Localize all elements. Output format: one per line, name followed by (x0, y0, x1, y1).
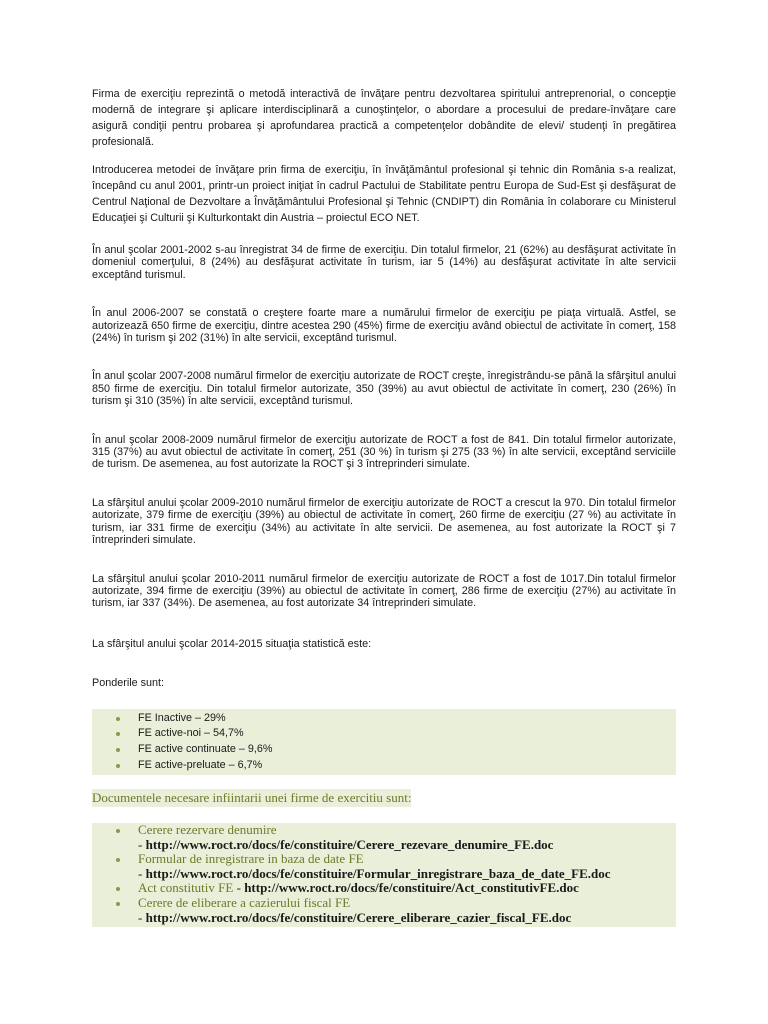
paragraph-2006-2007: În anul 2006-2007 se constată o creştere foarte mare a numărului firmelor de exerciţiu pe piaţa virtuală. Astfel, se autorizează 650 firme de exerciţiu, dintre acestea 290 (45%) firme de exerciţiu având obiectul de activitate în comerţ, 158 (24%) în turism şi 202 (31%) în alte servicii, exceptând turismul. (92, 307, 676, 345)
paragraph-intro: Firma de exerciţiu reprezintă o metodă interactivă de învăţare pentru dezvoltarea spiritului antreprenorial, o concepţie modernă de integrare şi aplicare interdisciplinară a cunoştinţelor, o abordare a procesului de predare-învăţare care asigură condiţii pentru probarea şi aprofundarea practică a competenţelor dobândite de elevi/ studenţi în pregătirea profesională. (92, 88, 676, 148)
list-item (116, 881, 676, 896)
list-item: FE Inactive – 29% (116, 711, 676, 727)
paragraph-history: Introducerea metodei de învăţare prin firma de exerciţiu, în învăţământul profesional şi tehnic din România s-a realizat, începând cu anul 2001, printr-un proiect iniţiat în cadrul Pactului de Stabilitate pentru Europa de Sud-Est şi desfăşurat de Centrul Naţional de Dezvoltare a Învăţământului Profesional şi Tehnic (CNDIPT) din România în colaborare cu Ministerul Educaţiei şi Culturii şi Kulturkontakt din Austria – proiectul ECO NET. (92, 164, 676, 224)
separator-dash: - (138, 836, 143, 852)
document-title: Formular de inregistrare in baza de date FE (138, 851, 364, 867)
paragraph-2014-2015: La sfârşitul anului şcolar 2014-2015 situaţia statistică este: (92, 637, 372, 650)
document-link[interactable]: http://www.roct.ro/docs/fe/constituire/Formular_inregistrare_baza_de_date_FE.doc (145, 865, 611, 881)
separator-dash: - (236, 880, 241, 896)
paragraph-2010-2011: La sfârşitul anului şcolar 2010-2011 numărul firmelor de exerciţiu autorizate de ROCT a fost de 1017.Din totalul firmelor autorizate, 394 firme de exerciţiu (39%) au obiectul de activitate în comerţ, 286 firme de exerciţiu (27%) au activitate în turism, iar 337 (34%). De asemenea, au fost autorizate 34 întreprinderi simulate. (92, 572, 676, 610)
separator-dash: - (138, 865, 143, 881)
paragraph-2007-2008: În anul şcolar 2007-2008 numărul firmelor de exerciţiu autorizate de ROCT creşte, înregistrându-se până la sfârşitul anului 850 firme de exerciţiu. Din totalul firmelor autorizate, 350 (39%) au avut obiectul de activitate în comerţ, 230 (26%) în turism şi 310 (35%) în alte servicii, exceptând turismul. (92, 370, 676, 408)
separator-dash: - (138, 909, 143, 925)
list-item (116, 896, 676, 925)
list-item: FE active-preluate – 6,7% (116, 758, 676, 774)
list-item: FE active-noi – 54,7% (116, 726, 676, 742)
documents-heading: Documentele necesare infiintarii unei firme de exercitiu sunt: (92, 790, 412, 806)
document-title: Cerere rezervare denumire (138, 822, 277, 838)
document-link[interactable]: http://www.roct.ro/docs/fe/constituire/Cerere_eliberare_cazier_fiscal_FE.doc (145, 909, 572, 925)
document-page (92, 86, 676, 927)
document-title: Cerere de eliberare a cazierului fiscal FE (138, 895, 351, 911)
weights-list (92, 709, 676, 775)
list-item (116, 823, 676, 852)
paragraph-2001-2002: În anul şcolar 2001-2002 s-au înregistrat 34 de firme de exerciţiu. Din totalul firmelor, 21 (62%) au desfăşurat activitate în domeniul comerţului, 8 (24%) au desfăşurat activitate în turism, iar 5 (14%) au desfăşurat activitate în alte servicii exceptând turismul. (92, 244, 676, 281)
list-item: FE active continuate – 9,6% (116, 742, 676, 758)
document-link[interactable]: http://www.roct.ro/docs/fe/constituire/Cerere_rezevare_denumire_FE.doc (145, 836, 554, 852)
paragraph-weights-label: Ponderile sunt: (92, 676, 165, 689)
document-link[interactable]: http://www.roct.ro/docs/fe/constituire/Act_constitutivFE.doc (244, 880, 579, 896)
documents-list (92, 823, 676, 927)
document-title: Act constitutiv FE (138, 880, 234, 896)
paragraph-2008-2009: În anul şcolar 2008-2009 numărul firmelor de exerciţiu autorizate de ROCT a fost de 841. Din totalul firmelor autorizate, 315 (37%) au avut obiectul de activitate în comerţ, 251 (30 %) în turism şi 275 (33 %) în alte servicii, exceptând serviciile de turism. De asemenea, au fost autorizate la ROCT şi 3 întreprinderi simulate. (92, 433, 676, 471)
list-item (116, 852, 676, 881)
paragraph-2009-2010: La sfârşitul anului şcolar 2009-2010 numărul firmelor de exerciţiu autorizate de ROCT a crescut la 970. Din totalul firmelor autorizate, 379 firme de exerciţiu (39%) au obiectul de activitate în comerţ, 260 firme de exerciţiu (27 %) au activitate în turism, iar 331 firme de exerciţiu (34%) au activitate în alte servicii. De asemenea, au fost autorizate la ROCT şi 7 întreprinderi simulate. (92, 496, 676, 547)
